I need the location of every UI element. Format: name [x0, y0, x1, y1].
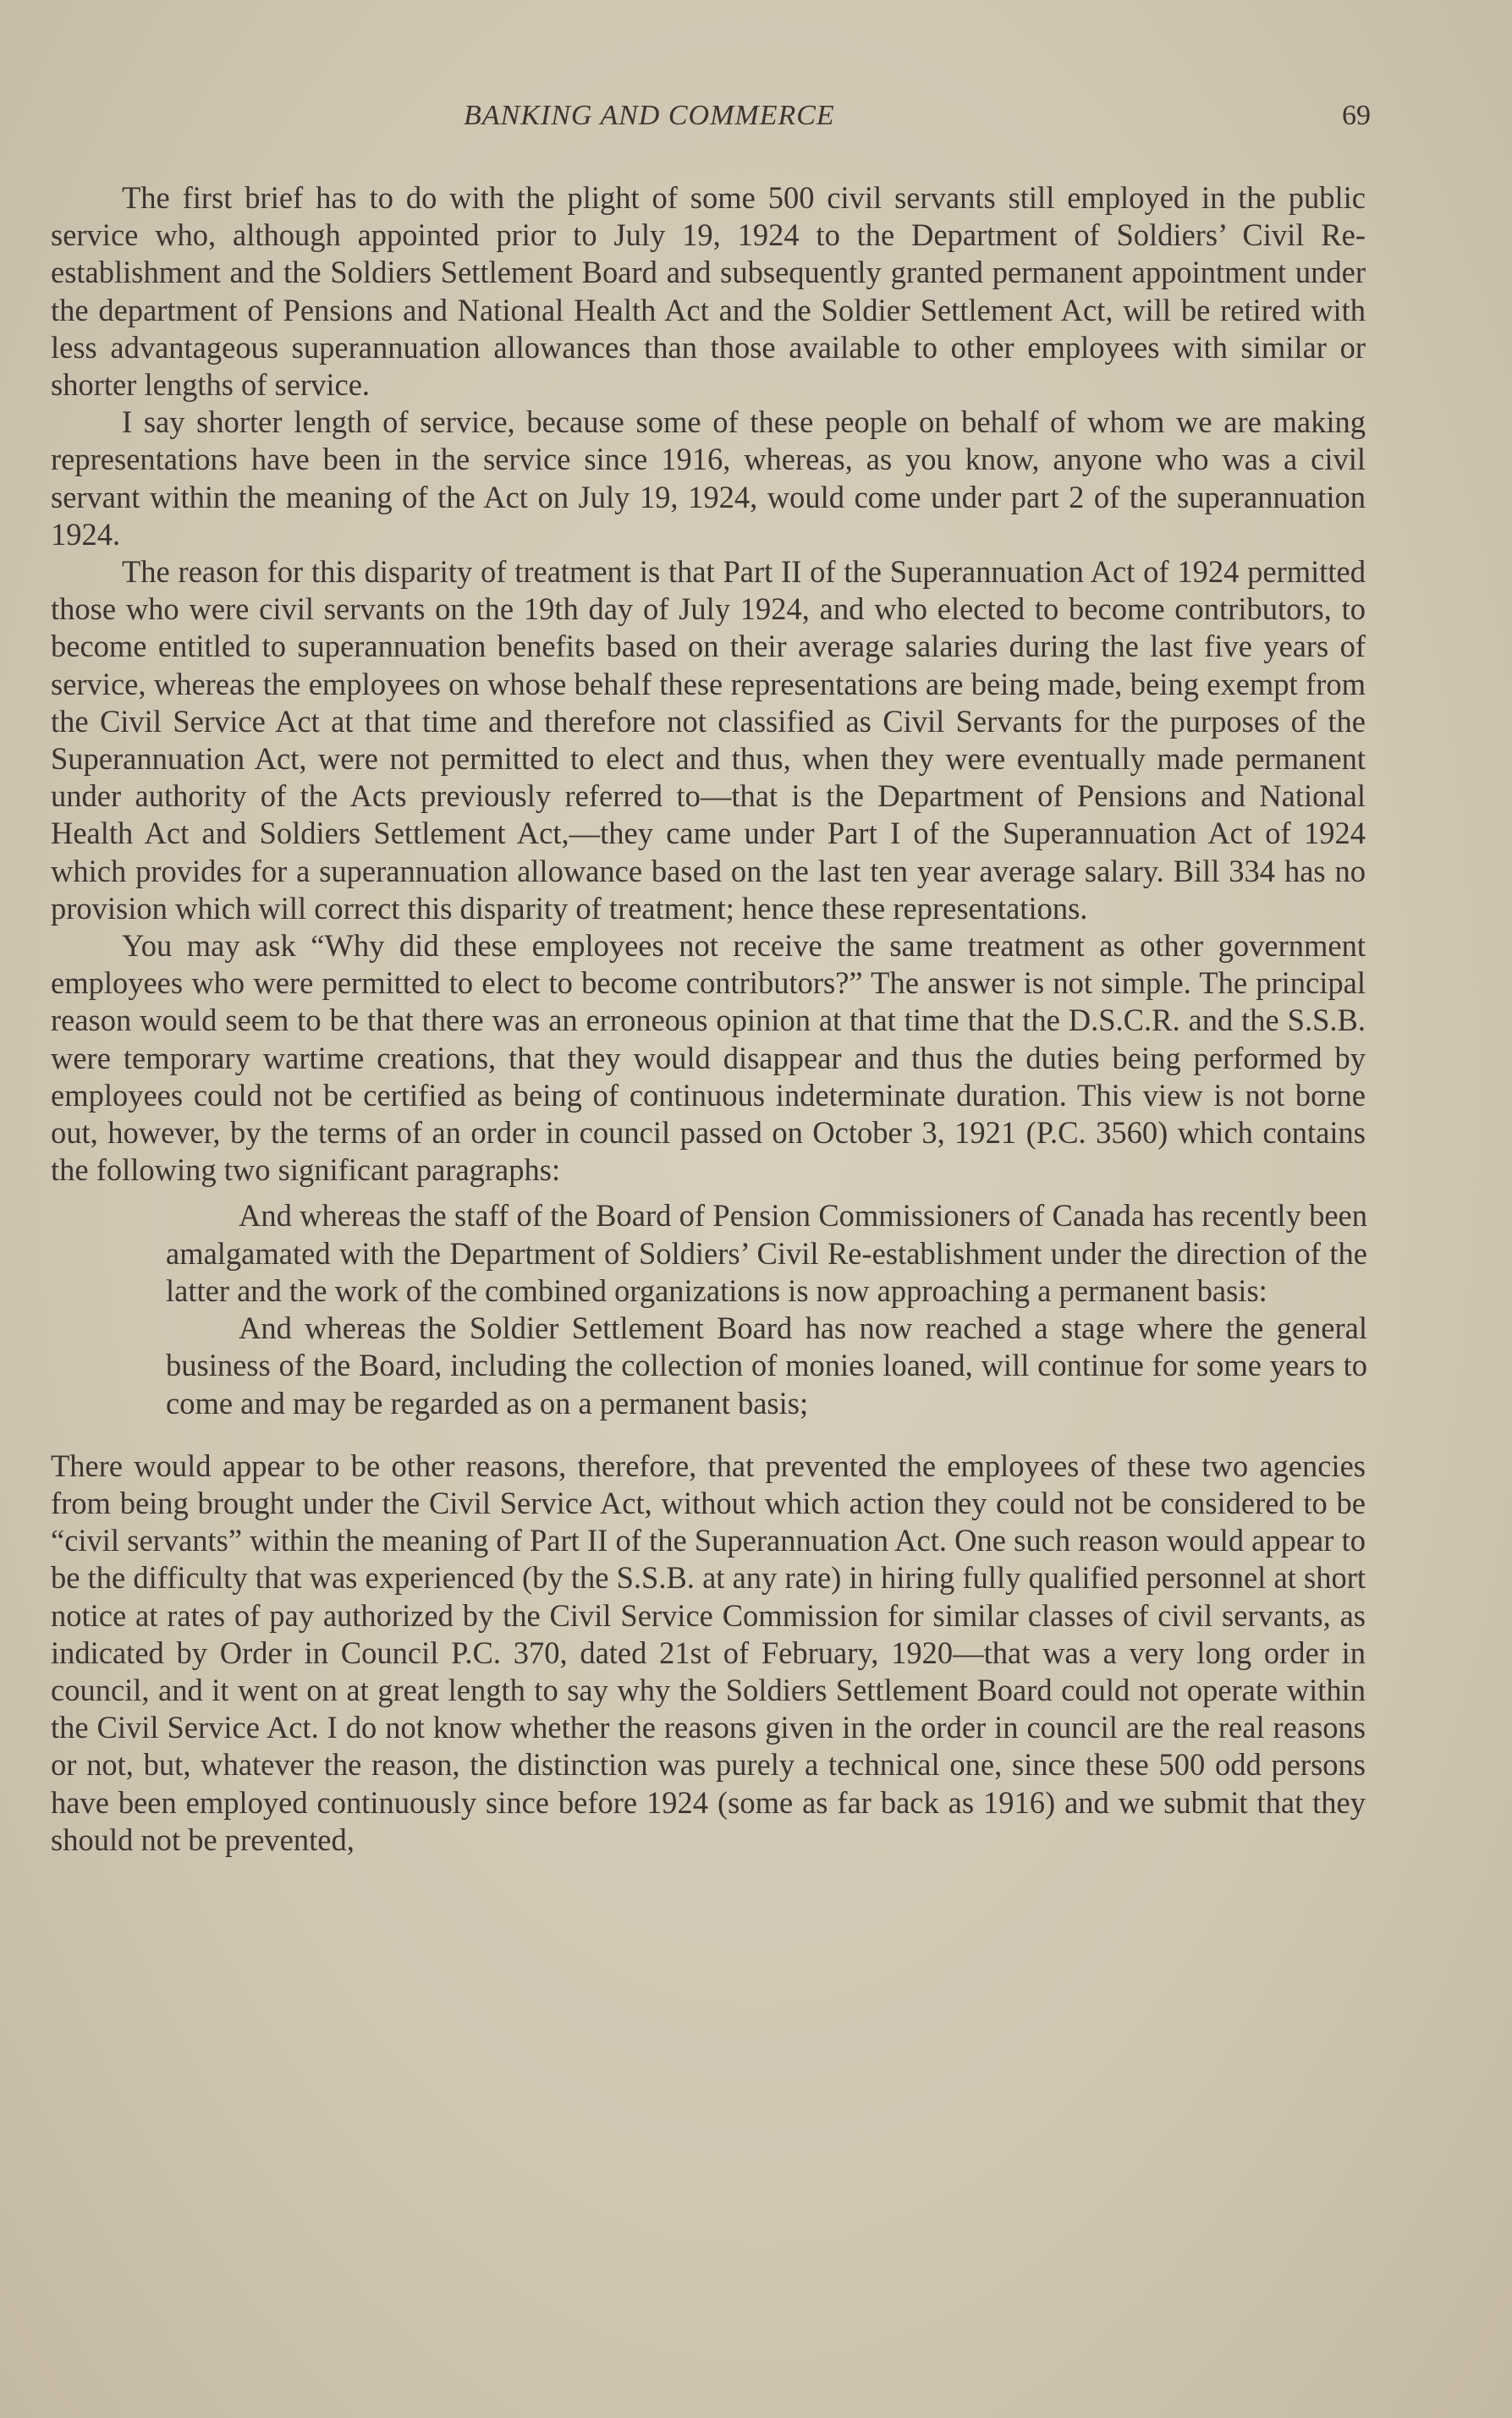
running-head: BANKING AND COMMERCE: [464, 100, 835, 131]
paragraph: The first brief has to do with the plight of some 500 civil servants still employed in the public service who, although appointed prior to July 19, 1924 to the Department of Soldiers’ Civil Re-establishment and the Soldiers Settlement Board and subsequently granted permanent appointment under the department of Pensions and National Health Act and the Soldier Settlement Act, will be retired with less advantageous superannuation allowances than those available to other employees with similar or shorter lengths of service.: [51, 180, 1366, 403]
block-quote: [166, 1197, 1367, 1421]
page-number: 69: [1342, 100, 1371, 131]
quote-paragraph: And whereas the Soldier Settlement Board has now reached a stage where the general business of the Board, including the collection of monies loaned, will continue for some years to come and may be regarded as on a permanent basis;: [166, 1311, 1367, 1421]
closing-section: [51, 1448, 1366, 1859]
paragraph: The reason for this disparity of treatment is that Part II of the Superannuation Act of 1924 permitted those who were civil servants on the 19th day of July 1924, and who elected to become contributors, to become entitled to superannuation benefits based on their average salaries during the last five years of service, whereas the employees on whose behalf these representations are being made, being exempt from the Civil Service Act at that time and therefore not classified as Civil Servants for the purposes of the Superannuation Act, were not permitted to elect and thus, when they were eventually made permanent under authority of the Acts previously referred to—that is the Department of Pensions and National Health Act and Soldiers Settlement Act,—they came under Part I of the Superannuation Act of 1924 which provides for a superannuation allowance based on the last ten year average salary. Bill 334 has no provision which will correct this disparity of treatment; hence these representations.: [51, 554, 1366, 926]
quote-paragraph: And whereas the staff of the Board of Pension Commissioners of Canada has recently been amalgamated with the Department of Soldiers’ Civil Re-establishment under the direction of the latter and the work of the combined organizations is now approaching a permanent basis:: [166, 1198, 1367, 1308]
paragraph: I say shorter length of service, because some of these people on behalf of whom we are making representations have been in the service since 1916, whereas, as you know, anyone who was a civil servant within the meaning of the Act on July 19, 1924, would come under part 2 of the superannuation 1924.: [51, 404, 1366, 552]
body-text: [51, 179, 1366, 1859]
page-header: [51, 100, 1371, 147]
paragraph: There would appear to be other reasons, therefore, that prevented the employees of these two agencies from being brought under the Civil Service Act, without which action they could not be considered to be “civil servants” within the meaning of Part II of the Superannuation Act. One such reason would appear to be the difficulty that was experienced (by the S.S.B. at any rate) in hiring fully qualified personnel at short notice at rates of pay authorized by the Civil Service Commission for similar classes of civil servants, as indicated by Order in Council P.C. 370, dated 21st of February, 1920—that was a very long order in council, and it went on at great length to say why the Soldiers Settlement Board could not operate within the Civil Service Act. I do not know whether the reasons given in the order in council are the real reasons or not, but, whatever the reason, the distinction was purely a technical one, since these 500 odd persons have been employed continuously since before 1924 (some as far back as 1916) and we submit that they should not be prevented,: [51, 1448, 1366, 1857]
paragraph: You may ask “Why did these employees not receive the same treatment as other government employees who were permitted to elect to become contributors?” The answer is not simple. The principal reason would seem to be that there was an erroneous opinion at that time that the D.S.C.R. and the S.S.B. were temporary wartime creations, that they would disappear and thus the duties being performed by employees could not be certified as being of continuous indeterminate duration. This view is not borne out, however, by the terms of an order in council passed on October 3, 1921 (P.C. 3560) which contains the following two significant paragraphs:: [51, 928, 1366, 1188]
